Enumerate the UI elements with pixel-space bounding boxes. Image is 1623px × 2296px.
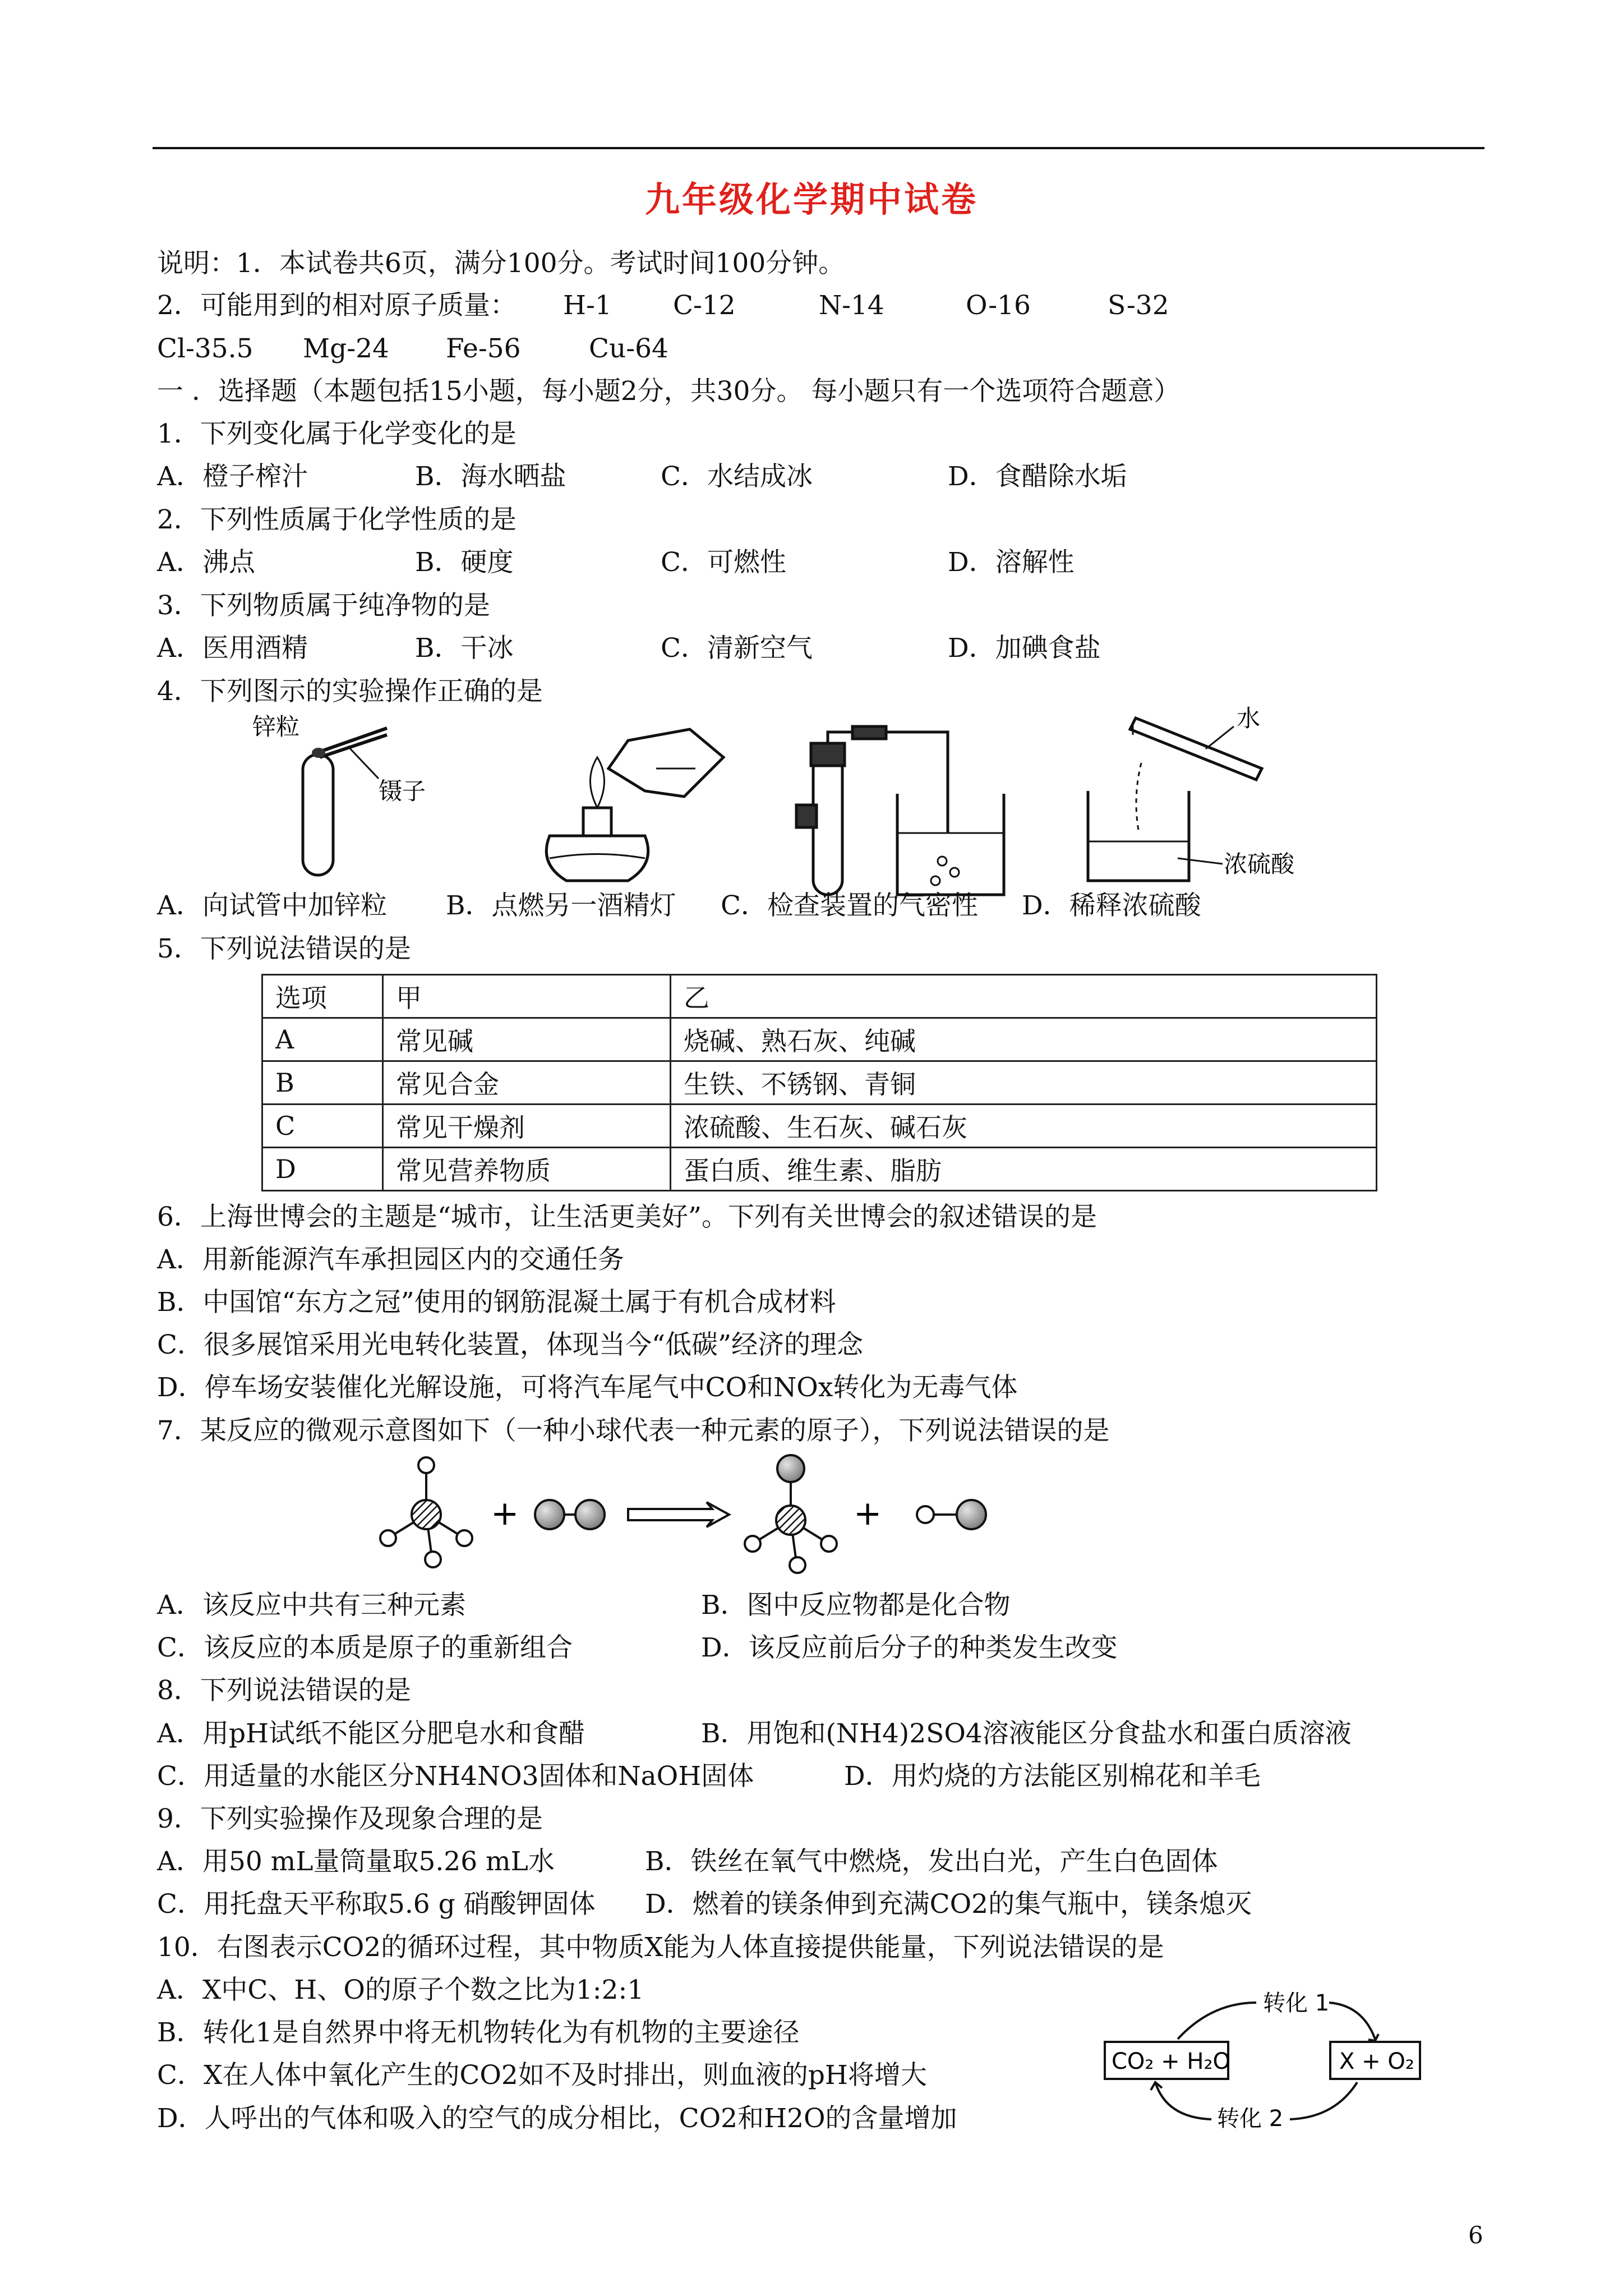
q1-option-c: C．水结成冰 <box>661 461 813 492</box>
q6-option-a: A．用新能源汽车承担园区内的交通任务 <box>157 1244 624 1275</box>
q4-figure-c <box>791 721 1026 906</box>
beaker-icon <box>897 794 1004 895</box>
mass-fe: Fe-56 <box>446 333 521 364</box>
q8-option-c: C．用适量的水能区分NH4NO3固体和NaOH固体 <box>157 1761 754 1792</box>
table-row <box>262 1105 1377 1148</box>
q7-reaction-diagram <box>370 1453 1015 1582</box>
label-zinc: 锌粒 <box>252 713 300 740</box>
q7-option-b: B．图中反应物都是化合物 <box>701 1590 1011 1621</box>
q2-option-b: B．硬度 <box>415 547 514 578</box>
label-x-o2: X + O₂ <box>1339 2049 1414 2074</box>
q2-option-d: D．溶解性 <box>948 547 1075 578</box>
q6-option-c: C．很多展馆采用光电转化装置，体现当今“低碳”经济的理念 <box>157 1329 864 1360</box>
table-cell: 蛋白质、维生素、脂肪 <box>671 1148 1377 1191</box>
bottom-arc-left <box>1155 2082 1211 2119</box>
q10-option-b: B．转化1是自然界中将无机物转化为有机物的主要途径 <box>157 2017 800 2048</box>
table-row <box>262 1018 1377 1061</box>
q8-stem: 8．下列说法错误的是 <box>157 1675 411 1706</box>
q10-option-a: A．X中C、H、O的原子个数之比为1:2:1 <box>157 1975 644 2005</box>
top-arc-left <box>1178 2003 1256 2039</box>
q2-option-a: A．沸点 <box>157 547 255 578</box>
zinc-granule-icon <box>312 748 325 758</box>
q3-stem: 3．下列物质属于纯净物的是 <box>157 590 490 621</box>
molecule-substituted <box>745 1455 837 1573</box>
mass-mg: Mg-24 <box>303 333 389 364</box>
q6-option-d: D．停车场安装催化光解设施，可将汽车尾气中CO和NOx转化为无毒气体 <box>157 1372 1018 1403</box>
q3-option-d: D．加碘食盐 <box>948 633 1101 664</box>
q3-option-b: B．干冰 <box>415 633 514 664</box>
q4-option-c: C．检查装置的气密性 <box>721 890 978 921</box>
beaker-icon <box>1088 791 1189 881</box>
q4-figure-d <box>1077 701 1312 892</box>
q4-option-a: A．向试管中加锌粒 <box>157 890 387 921</box>
tilted-lamp-icon <box>608 729 723 797</box>
mass-c: C-12 <box>673 290 736 321</box>
q2-stem: 2．下列性质属于化学性质的是 <box>157 504 517 535</box>
q1-option-a: A．橙子榨汁 <box>157 461 308 492</box>
table-cell: 生铁、不锈钢、青铜 <box>671 1061 1377 1105</box>
table-cell: D <box>262 1148 383 1191</box>
q6-stem: 6．上海世博会的主题是“城市，让生活更美好”。下列有关世博会的叙述错误的是 <box>157 1202 1097 1232</box>
table-cell: A <box>262 1018 383 1061</box>
q10-stem: 10．右图表示CO2的循环过程，其中物质X能为人体直接提供能量，下列说法错误的是 <box>157 1932 1164 1963</box>
q7-option-d: D．该反应前后分子的种类发生改变 <box>701 1632 1118 1663</box>
table-header-cell: 甲 <box>383 975 671 1018</box>
mass-cl: Cl-35.5 <box>157 333 253 364</box>
q8-option-a: A．用pH试纸不能区分肥皂水和食醋 <box>157 1718 585 1749</box>
mass-o: O-16 <box>966 290 1031 321</box>
header-rule <box>153 147 1484 149</box>
table-header-cell: 乙 <box>671 975 1377 1018</box>
molecule-diatomic-mixed <box>917 1500 986 1529</box>
table-header-cell: 选项 <box>262 975 383 1018</box>
q1-option-d: D．食醋除水垢 <box>948 461 1127 492</box>
label-water: 水 <box>1237 705 1261 732</box>
label-co2-h2o: CO₂ + H₂O <box>1112 2049 1230 2074</box>
q7-stem: 7．某反应的微观示意图如下（一种小球代表一种元素的原子），下列说法错误的是 <box>157 1415 1110 1446</box>
intro-line-1: 说明：1．本试卷共6页，满分100分。考试时间100分钟。 <box>157 248 845 279</box>
q9-option-a: A．用50 mL量筒量取5.26 mL水 <box>157 1846 555 1877</box>
table-cell: 烧碱、熟石灰、纯碱 <box>671 1018 1377 1061</box>
hand-icon <box>796 805 817 827</box>
q3-option-c: C．清新空气 <box>661 633 813 664</box>
plus-icon: + <box>854 1494 882 1533</box>
q9-option-c: C．用托盘天平称取5.6 g 硝酸钾固体 <box>157 1889 596 1920</box>
q10-option-d: D．人呼出的气体和吸入的空气的成分相比，CO2和H2O的含量增加 <box>157 2103 957 2134</box>
mass-s: S-32 <box>1108 290 1169 321</box>
q1-option-b: B．海水晒盐 <box>415 461 566 492</box>
q4-option-d: D．稀释浓硫酸 <box>1022 890 1201 921</box>
q6-option-b: B．中国馆“东方之冠”使用的钢筋混凝土属于有机合成材料 <box>157 1287 836 1318</box>
q4-figure-b <box>516 724 729 892</box>
intro-mass-label: 2．可能用到的相对原子质量： <box>157 290 517 321</box>
q1-stem: 1．下列变化属于化学变化的是 <box>157 418 517 449</box>
flame-icon <box>591 757 605 808</box>
reaction-arrow-icon <box>628 1502 729 1527</box>
q5-table <box>261 974 1377 1191</box>
q10-cycle-diagram <box>1099 1986 1436 2137</box>
q2-option-c: C．可燃性 <box>661 547 786 578</box>
label-transform-2: 转化 2 <box>1217 2106 1284 2132</box>
mass-h: H-1 <box>563 290 612 321</box>
q9-option-d: D．燃着的镁条伸到充满CO2的集气瓶中，镁条熄灭 <box>645 1889 1252 1920</box>
label-acid: 浓硫酸 <box>1224 850 1295 878</box>
table-cell: C <box>262 1105 383 1148</box>
mass-cu: Cu-64 <box>589 333 668 364</box>
section-1-heading: 一 ．选择题（本题包括15小题，每小题2分，共30分。 每小题只有一个选项符合题意） <box>157 376 1181 407</box>
exam-title: 九年级化学期中试卷 <box>644 179 978 220</box>
q7-option-a: A．该反应中共有三种元素 <box>157 1590 466 1621</box>
bottom-arc-right <box>1290 2082 1357 2119</box>
label-transform-1: 转化 1 <box>1263 1990 1330 2016</box>
molecule-ch4-like <box>380 1457 472 1567</box>
q4-option-b: B．点燃另一酒精灯 <box>446 890 676 921</box>
page-number: 6 <box>1468 2221 1483 2249</box>
q4-stem: 4．下列图示的实验操作正确的是 <box>157 676 543 707</box>
q9-option-b: B．铁丝在氧气中燃烧，发出白光，产生白色固体 <box>645 1846 1218 1877</box>
table-cell: 常见碱 <box>383 1018 671 1061</box>
q5-stem: 5．下列说法错误的是 <box>157 933 411 964</box>
label-tweezers: 镊子 <box>379 777 426 805</box>
top-arc-right <box>1329 2003 1375 2039</box>
table-cell: 浓硫酸、生石灰、碱石灰 <box>671 1105 1377 1148</box>
table-header-row <box>262 975 1377 1018</box>
q10-option-c: C．X在人体中氧化产生的CO2如不及时排出，则血液的pH将增大 <box>157 2060 927 2091</box>
q3-option-a: A．医用酒精 <box>157 633 308 664</box>
table-cell: 常见干燥剂 <box>383 1105 671 1148</box>
alcohol-lamp-icon <box>546 836 648 881</box>
table-row <box>262 1148 1377 1191</box>
molecule-diatomic-grey <box>535 1500 605 1529</box>
table-cell: 常见营养物质 <box>383 1148 671 1191</box>
plus-icon: + <box>491 1494 519 1533</box>
intro-line-2 <box>157 289 517 323</box>
q9-stem: 9．下列实验操作及现象合理的是 <box>157 1803 543 1834</box>
q8-option-b: B．用饱和(NH4)2SO4溶液能区分食盐水和蛋白质溶液 <box>701 1718 1352 1749</box>
mass-n: N-14 <box>819 290 884 321</box>
test-tube-icon <box>303 754 333 875</box>
q8-option-d: D．用灼烧的方法能区别棉花和羊毛 <box>844 1761 1261 1792</box>
table-row <box>262 1061 1377 1105</box>
table-cell: B <box>262 1061 383 1105</box>
q7-option-c: C．该反应的本质是原子的重新组合 <box>157 1632 573 1663</box>
q4-figure-a <box>236 712 437 881</box>
table-cell: 常见合金 <box>383 1061 671 1105</box>
